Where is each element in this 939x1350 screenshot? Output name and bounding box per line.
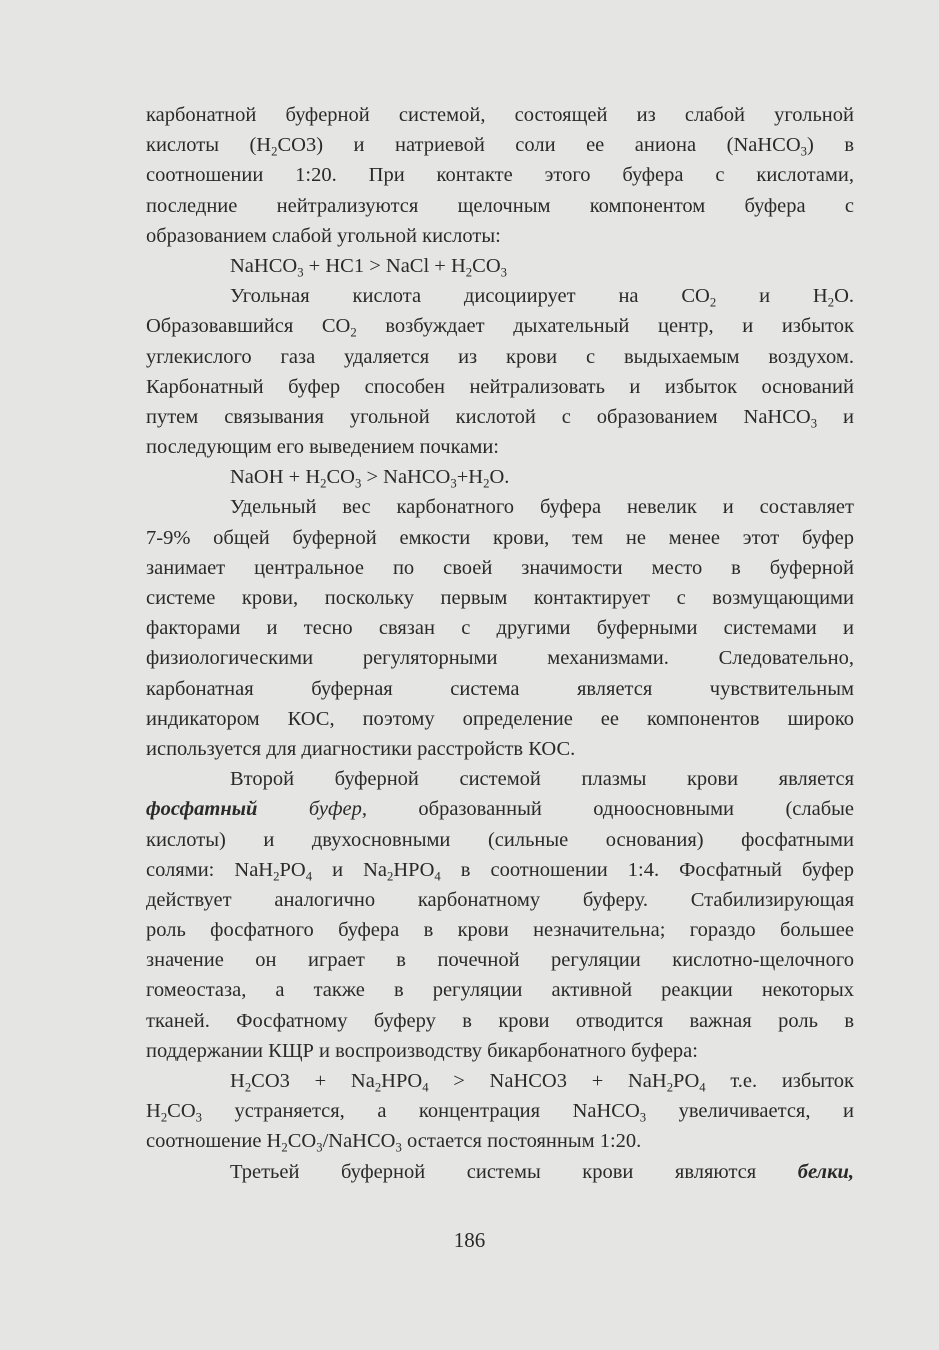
text-run: последующим его выведением почками: (146, 436, 500, 459)
text-run: CO (472, 254, 501, 277)
text-line (146, 825, 854, 855)
text-run: Второй буферной системой плазмы крови является (230, 768, 854, 791)
text-run: последние нейтрализуются щелочным компонентом буфера с (146, 194, 854, 217)
text-line (146, 342, 854, 372)
text-run: физиологическими регуляторными механизмами. Следовательно, (146, 647, 854, 670)
subscript: 3 (450, 476, 457, 491)
subscript: 3 (297, 265, 304, 280)
subscript: 2 (350, 325, 357, 340)
subscript: 2 (465, 265, 473, 280)
subscript: 3 (639, 1110, 647, 1125)
text-run: 7-9% общей буферной емкости крови, тем не менее этот буфер (146, 526, 854, 549)
text-line (146, 704, 854, 734)
text-run: H (230, 1070, 245, 1092)
text-run (257, 798, 308, 820)
text-run: образованием слабой угольной кислоты: (146, 224, 501, 247)
subscript: 4 (422, 1080, 429, 1095)
text-run: > NaHCO3 + NaH (428, 1070, 667, 1092)
text-line (146, 251, 854, 281)
text-line (146, 855, 854, 885)
text-run: Третьей буферной системы крови являются (230, 1160, 798, 1183)
text-run: + HC1 > NaCl + H (303, 254, 466, 277)
text-run: роль фосфатного буфера в крови незначительна; гораздо большее (146, 919, 854, 942)
text-run: углекислого газа удаляется из крови с выдыхаемым воздухом. (146, 345, 854, 368)
text-line (146, 1036, 854, 1066)
text-run: и Na (312, 858, 387, 881)
subscript: 2 (271, 144, 278, 159)
text-line (146, 281, 854, 311)
text-run: соотношении 1:20. При контакте этого буфера с кислотами, (146, 164, 854, 187)
subscript: 2 (374, 1080, 382, 1095)
subscript: 2 (666, 1080, 674, 1095)
emphasis-term: фосфатный (146, 798, 258, 821)
subscript: 3 (800, 144, 807, 159)
text-run: системе крови, поскольку первым контактирует с возмущающими (146, 587, 854, 609)
text-run: O. (834, 285, 854, 308)
text-line (146, 583, 854, 613)
text-run: Карбонатный буфер способен нейтрализовать и избыток оснований (146, 375, 854, 398)
subscript: 4 (305, 869, 313, 884)
subscript: 4 (699, 1080, 706, 1095)
text-run: индикатором КОС, поэтому определение ее компонентов широко (146, 707, 854, 730)
text-run: значение он играет в почечной регуляции кислотно-щелочного (146, 949, 854, 972)
text-line (146, 885, 854, 915)
text-run: Образовавшийся CO (146, 315, 351, 338)
text-run: и (817, 405, 854, 428)
text-run: кислоты (H (146, 134, 272, 157)
text-run: т.е. избыток (705, 1070, 854, 1092)
subscript: 2 (244, 1080, 252, 1095)
text-run: NaHCO (230, 254, 298, 277)
subscript: 3 (810, 416, 818, 431)
text-run: H (146, 1100, 161, 1123)
subscript: 2 (160, 1110, 168, 1125)
page-number: 186 (453, 1228, 486, 1252)
text-line (146, 1066, 854, 1096)
text-run: поддержании КЩР и воспроизводству бикарбонатного буфера: (146, 1039, 698, 1062)
text-run: путем связывания угольной кислотой с образованием NaHCO (146, 405, 811, 428)
text-run: CO (326, 466, 355, 489)
subscript: 4 (434, 869, 441, 884)
text-line (146, 674, 854, 704)
text-run: NaOH + H (230, 466, 321, 489)
text-line (146, 764, 854, 794)
subscript: 2 (387, 869, 394, 884)
text-line (146, 945, 854, 975)
text-run: CO3 + Na (251, 1070, 375, 1092)
text-run: увеличивается, и (646, 1100, 854, 1123)
text-line (146, 160, 854, 190)
text-run: CO (287, 1130, 317, 1153)
text-run: +H (456, 466, 484, 489)
text-line (146, 492, 854, 522)
text-line (146, 100, 854, 130)
subscript: 2 (483, 476, 490, 491)
text-run: возбуждает дыхательный центр, и избыток (356, 315, 854, 338)
text-line (146, 915, 854, 945)
text-run: карбонатной буферной системой, состоящей из слабой угольной (146, 104, 854, 126)
text-line (146, 975, 854, 1005)
subscript: 2 (281, 1140, 288, 1155)
text-run: > NaHCO (361, 466, 451, 489)
text-run: ) в (807, 134, 855, 157)
emphasis-term: белки, (797, 1160, 854, 1183)
text-line (146, 372, 854, 402)
italic-term: буфер, (308, 798, 367, 821)
subscript: 2 (709, 295, 717, 310)
subscript: 3 (195, 1110, 203, 1125)
text-line (146, 1157, 854, 1187)
text-run: действует аналогично карбонатному буферу. Стабилизирующая (146, 888, 854, 911)
text-run: карбонатная буферная система является чувствительным (146, 677, 854, 700)
text-run: устраняется, а концентрация NaHCO (202, 1100, 640, 1123)
text-run: HPO (381, 1070, 423, 1092)
text-run: остается постоянным 1:20. (401, 1130, 642, 1153)
text-run: Угольная кислота дисоциирует на CO (230, 285, 710, 308)
text-line (146, 221, 854, 251)
text-run: гомеостаза, а также в регуляции активной реакции некоторых (146, 979, 854, 1002)
subscript: 3 (316, 1140, 323, 1155)
text-line (146, 1096, 854, 1126)
text-run: образованный одноосновными (слабые (366, 798, 855, 821)
text-run: факторами и тесно связан с другими буферными системами и (146, 617, 854, 640)
text-line (146, 462, 854, 492)
text-run: PO (279, 858, 306, 881)
subscript: 2 (273, 869, 280, 884)
body-text (146, 100, 854, 1187)
text-run: CO (167, 1100, 196, 1123)
subscript: 3 (395, 1140, 402, 1155)
text-run: в соотношении 1:4. Фосфатный буфер (440, 858, 855, 881)
text-run: CO3) и натриевой соли ее аниона (NaHCO (277, 134, 801, 157)
text-run: солями: NaH (146, 858, 274, 881)
text-line (146, 523, 854, 553)
text-line (146, 1126, 854, 1156)
text-run: Удельный вес карбонатного буфера невелик и составляет (230, 496, 854, 519)
text-run: PO (673, 1070, 700, 1092)
text-line (146, 613, 854, 643)
text-line (146, 643, 854, 673)
subscript: 3 (354, 476, 362, 491)
text-run: /NaHCO (322, 1130, 396, 1153)
text-run: занимает центральное по своей значимости место в буферной (146, 556, 854, 579)
text-line (146, 402, 854, 432)
text-line (146, 311, 854, 341)
text-run: используется для диагностики расстройств КОС. (146, 737, 576, 760)
text-run: соотношение H (146, 1130, 282, 1153)
text-run: кислоты) и двухосновными (сильные основания) фосфатными (146, 828, 854, 851)
subscript: 2 (320, 476, 327, 491)
text-run: тканей. Фосфатному буферу в крови отводится важная роль в (146, 1009, 854, 1032)
text-run: O. (489, 466, 510, 489)
text-run: и H (716, 285, 828, 308)
text-line (146, 1006, 854, 1036)
text-line (146, 734, 854, 764)
text-line (146, 432, 854, 462)
text-line (146, 794, 854, 824)
text-line (146, 553, 854, 583)
text-line (146, 130, 854, 160)
text-run: HPO (393, 858, 435, 881)
text-line (146, 191, 854, 221)
subscript: 3 (500, 265, 507, 280)
subscript: 2 (827, 295, 835, 310)
